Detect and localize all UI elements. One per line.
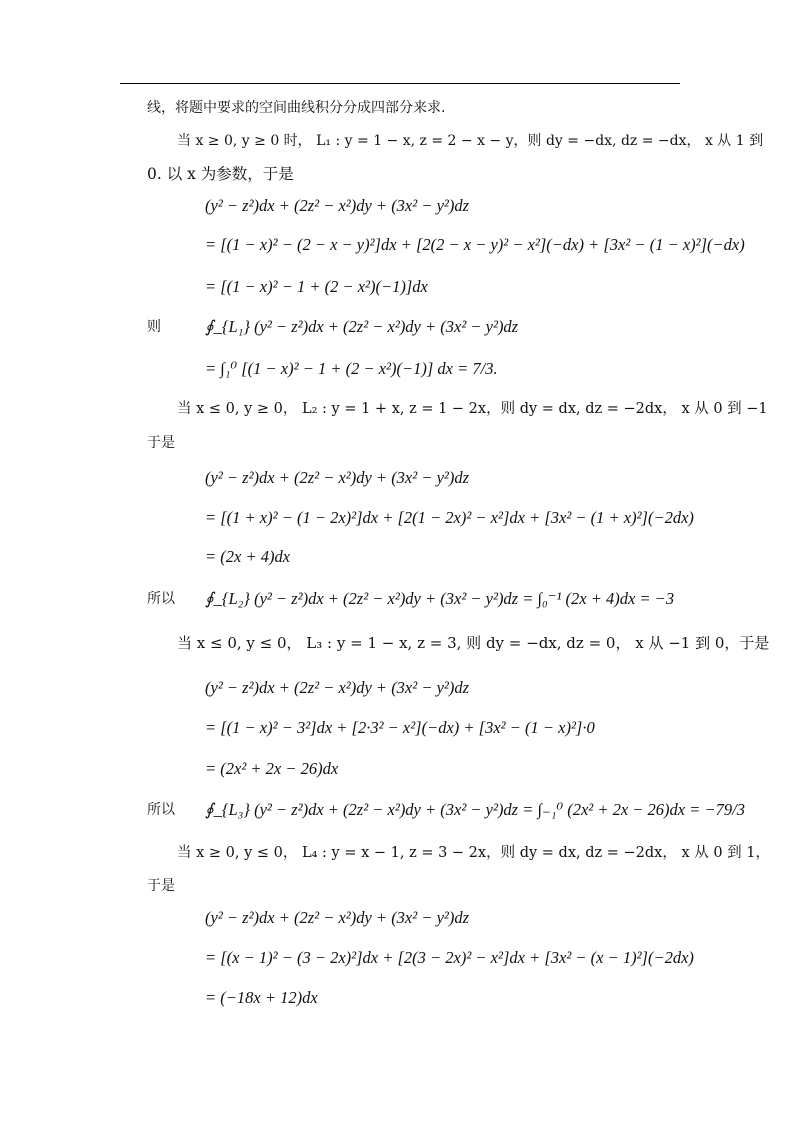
- math-line: ∮_{L₁} (y² − z²)dx + (2z² − x²)dy + (3x² − y²)dz: [205, 317, 519, 336]
- text-line: 线，将题中要求的空间曲线积分分成四部分来求.: [147, 100, 446, 116]
- math-line: = [(1 − x)² − 1 + (2 − x²)(−1)]dx: [205, 277, 428, 296]
- math-line: = [(1 + x)² − (1 − 2x)²]dx + [2(1 − 2x)² − x²]dx + [3x² − (1 + x)²](−2dx): [205, 508, 694, 527]
- math-line: = (−18x + 12)dx: [205, 988, 318, 1007]
- text-line: 所以: [147, 802, 175, 818]
- text-line: 则: [147, 319, 161, 335]
- math-line: (y² − z²)dx + (2z² − x²)dy + (3x² − y²)dz: [205, 908, 470, 927]
- text-line: 当 x ≤ 0, y ≥ 0， L₂ : y = 1 + x, z = 1 − 2x，则 dy = dx, dz = −2dx， x 从 0 到 −1: [177, 401, 768, 417]
- header-rule: [120, 83, 680, 84]
- text-line: 当 x ≥ 0, y ≥ 0 时， L₁ : y = 1 − x, z = 2 − x − y，则 dy = −dx, dz = −dx， x 从 1 到: [177, 133, 764, 149]
- text-line: 当 x ≤ 0, y ≤ 0， L₃ : y = 1 − x, z = 3, 则 dy = −dx, dz = 0， x 从 −1 到 0，于是: [177, 634, 770, 652]
- math-line: (y² − z²)dx + (2z² − x²)dy + (3x² − y²)dz: [205, 196, 470, 215]
- text-line: 0. 以 x 为参数，于是: [147, 165, 294, 183]
- text-line: 于是: [147, 435, 175, 451]
- text-line: 于是: [147, 878, 175, 894]
- math-line: = (2x² + 2x − 26)dx: [205, 759, 339, 778]
- math-line: = ∫₁⁰ [(1 − x)² − 1 + (2 − x²)(−1)] dx = 7/3.: [205, 359, 498, 378]
- math-line: = (2x + 4)dx: [205, 547, 291, 566]
- math-line: = [(x − 1)² − (3 − 2x)²]dx + [2(3 − 2x)² − x²]dx + [3x² − (x − 1)²](−2dx): [205, 948, 694, 967]
- math-line: (y² − z²)dx + (2z² − x²)dy + (3x² − y²)dz: [205, 468, 470, 487]
- text-line: 所以: [147, 591, 175, 607]
- math-line: = [(1 − x)² − 3²]dx + [2·3² − x²](−dx) + [3x² − (1 − x)²]·0: [205, 718, 595, 737]
- math-line: ∮_{L₂} (y² − z²)dx + (2z² − x²)dy + (3x² − y²)dz = ∫₀⁻¹ (2x + 4)dx = −3: [205, 589, 675, 608]
- text-line: 当 x ≥ 0, y ≤ 0， L₄ : y = x − 1, z = 3 − 2x，则 dy = dx, dz = −2dx， x 从 0 到 1，: [177, 845, 771, 861]
- math-line: = [(1 − x)² − (2 − x − y)²]dx + [2(2 − x − y)² − x²](−dx) + [3x² − (1 − x)²](−dx): [205, 235, 745, 254]
- math-line: ∮_{L₃} (y² − z²)dx + (2z² − x²)dy + (3x² − y²)dz = ∫₋₁⁰ (2x² + 2x − 26)dx = −79/3: [205, 800, 745, 819]
- math-line: (y² − z²)dx + (2z² − x²)dy + (3x² − y²)dz: [205, 678, 470, 697]
